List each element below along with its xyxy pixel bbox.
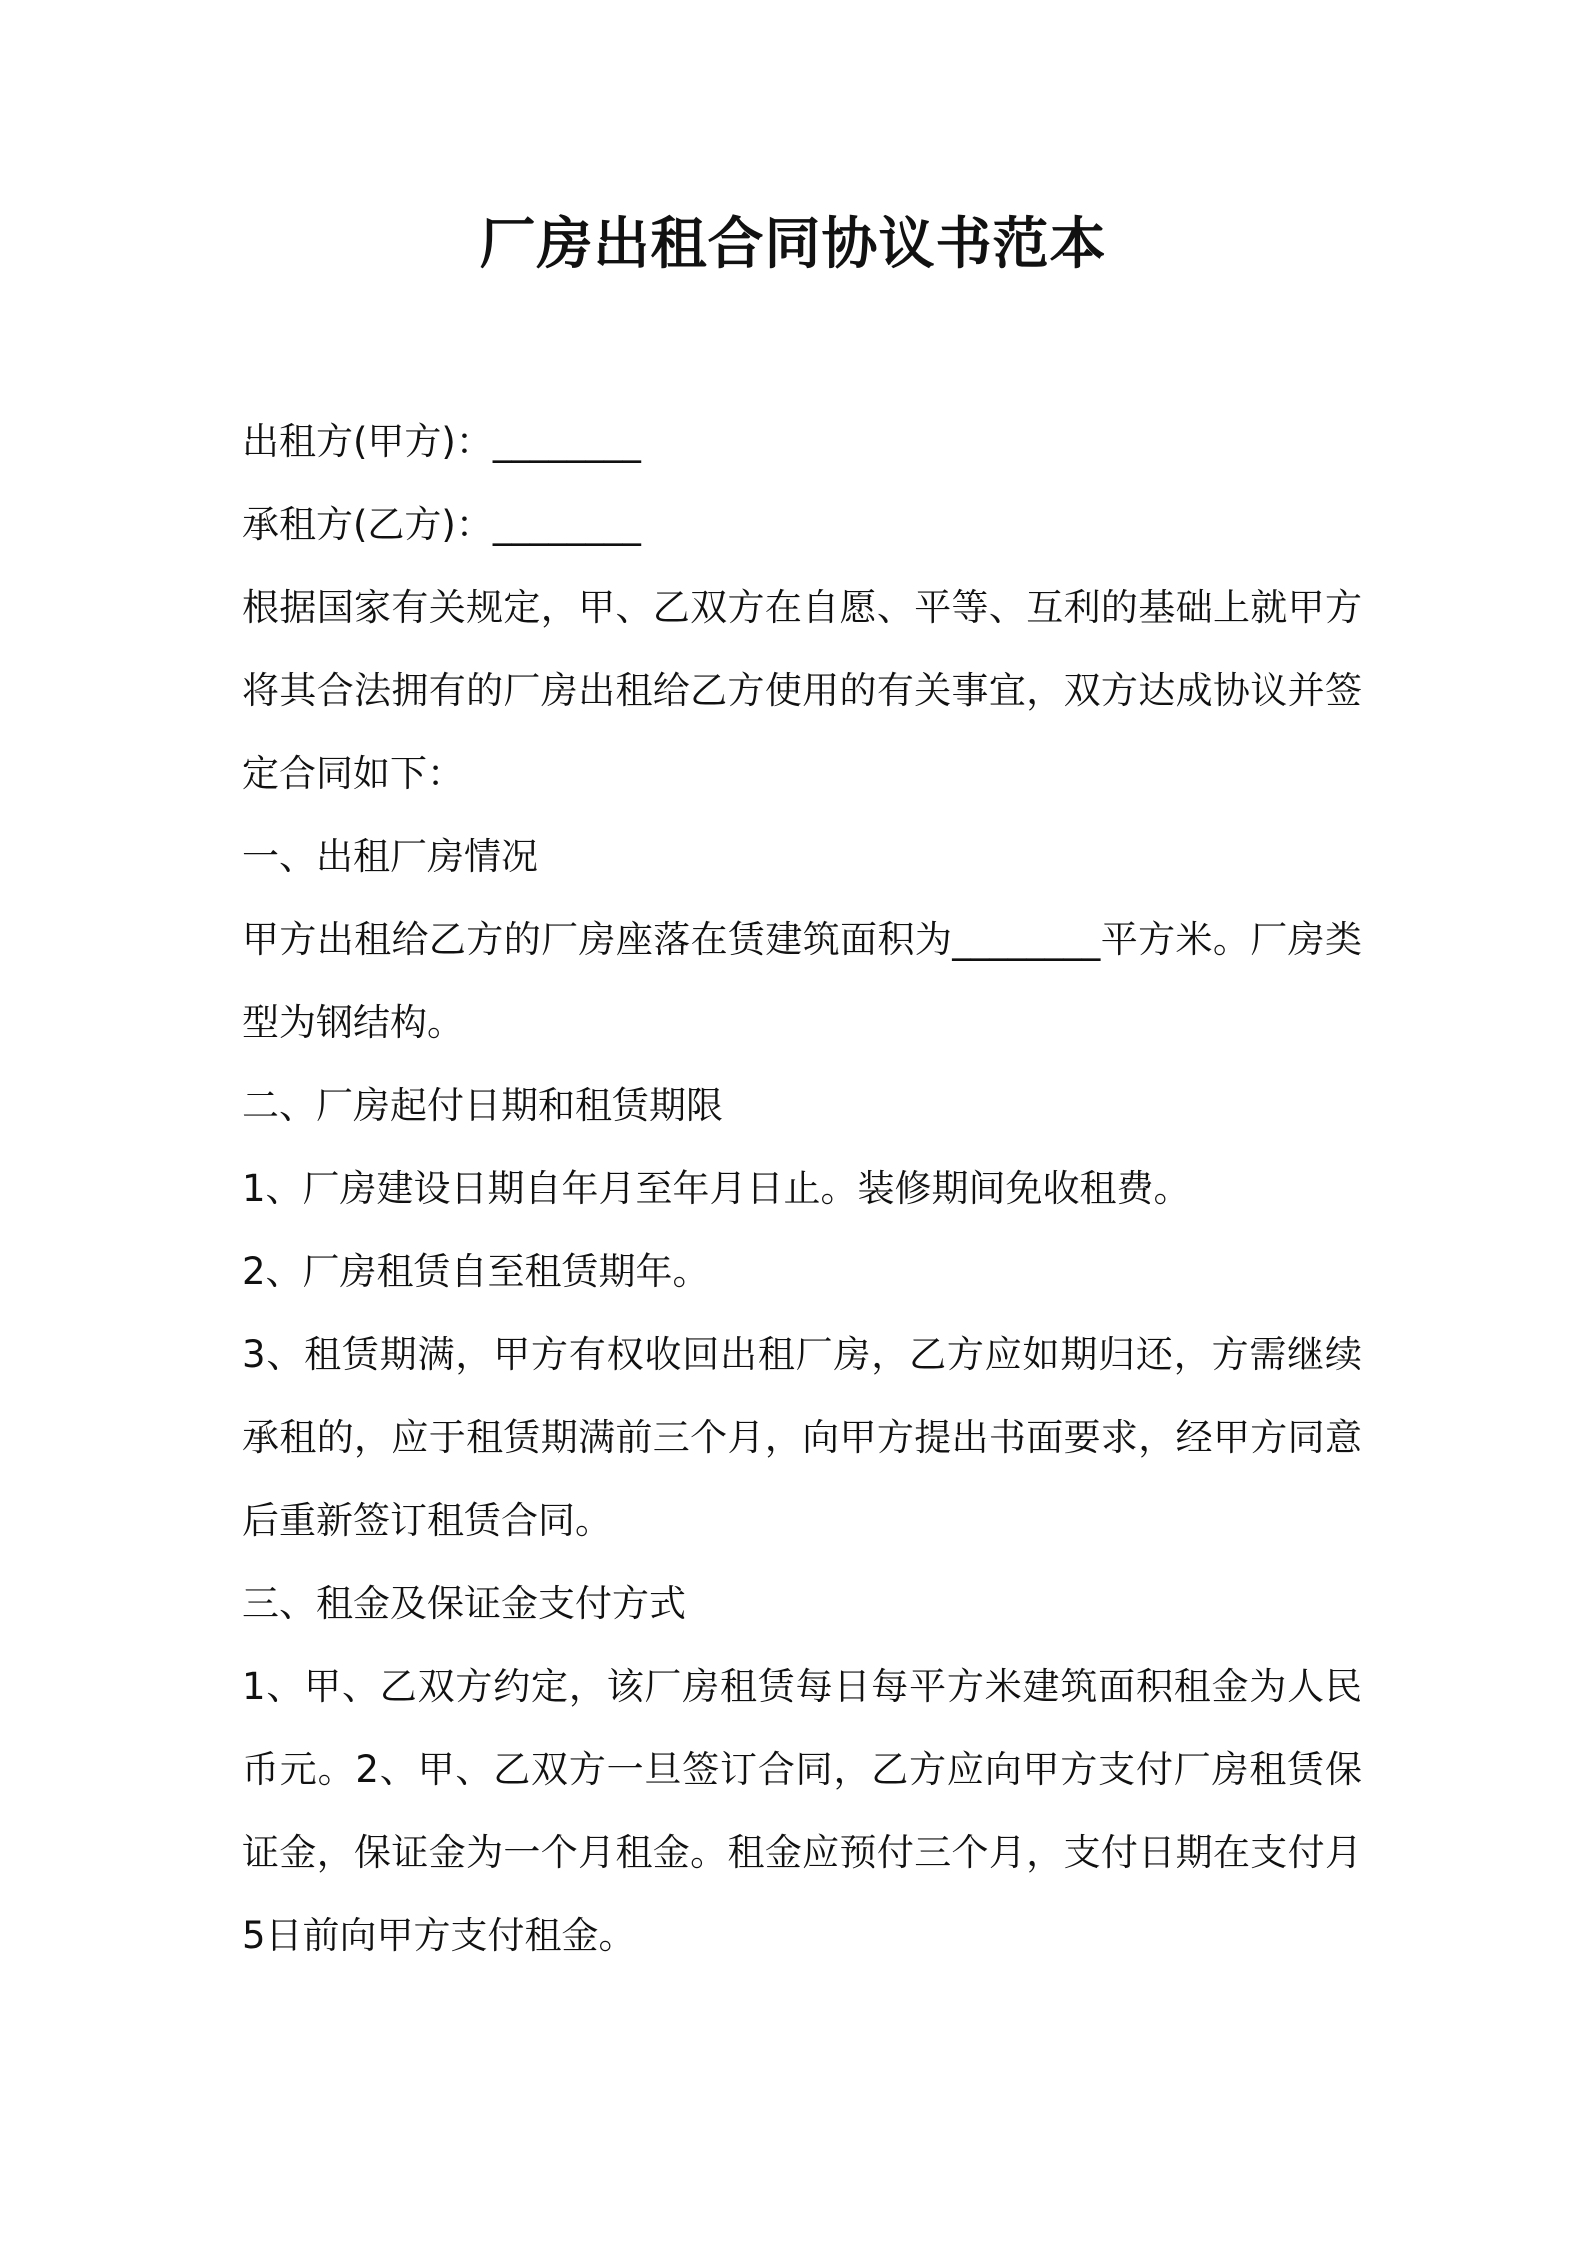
document-title: 厂房出租合同协议书范本: [479, 212, 1107, 277]
section-1-paragraph: 甲方出租给乙方的厂房座落在赁建筑面积为________平方米。厂房类型为钢结构。: [242, 918, 1362, 1044]
document-body: [242, 400, 1362, 1977]
section-2-item-2: 2、厂房租赁自至租赁期年。: [242, 1250, 710, 1293]
section-2-heading: 二、厂房起付日期和租赁期限: [242, 1084, 723, 1127]
lessor-line: 出租方(甲方)：________: [242, 420, 641, 463]
section-3-heading: 三、租金及保证金支付方式: [242, 1582, 686, 1625]
section-1-heading: 一、出租厂房情况: [242, 835, 538, 878]
intro-paragraph: 根据国家有关规定，甲、乙双方在自愿、平等、互利的基础上就甲方将其合法拥有的厂房出租给乙方使用的有关事宜，双方达成协议并签定合同如下：: [242, 586, 1362, 795]
section-2-item-1: 1、厂房建设日期自年月至年月日止。装修期间免收租费。: [242, 1167, 1191, 1210]
lessee-line: 承租方(乙方)：________: [242, 503, 641, 546]
section-2-item-3: 3、租赁期满，甲方有权收回出租厂房，乙方应如期归还，方需继续承租的，应于租赁期满前三个月，向甲方提出书面要求，经甲方同意后重新签订租赁合同。: [242, 1333, 1362, 1542]
section-3-paragraph: 1、甲、乙双方约定，该厂房租赁每日每平方米建筑面积租金为人民币元。2、甲、乙双方一旦签订合同，乙方应向甲方支付厂房租赁保证金，保证金为一个月租金。租金应预付三个月，支付日期在支付月5日前向甲方支付租金。: [242, 1665, 1362, 1957]
